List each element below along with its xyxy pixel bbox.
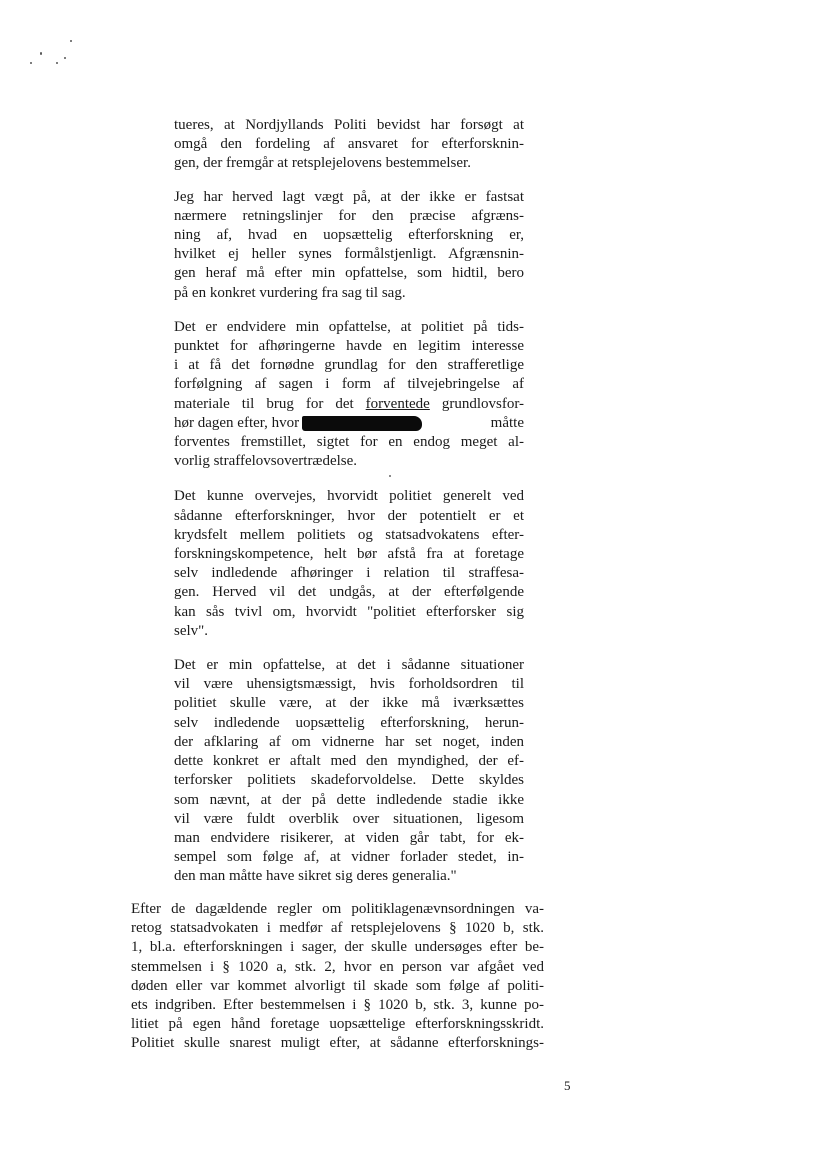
text-line: Jeg har herved lagt vægt på, at der ikke er fastsat [174,188,524,205]
text-line: Det er endvidere min opfattelse, at politiet på tids- [174,318,524,335]
text-line: hvilket ej heller synes formålstjenligt. Afgrænsnin- [174,246,524,263]
quote-paragraph-2 [174,188,524,303]
text-line: selv". [174,622,209,639]
text-segment: måtte [490,414,524,431]
text-line: forskningskompetence, helt bør afstå fra at foretage [174,546,524,563]
text-line: som nævnt, at der på dette indledende stadie ikke [174,791,524,808]
text-segment: materiale til brug for det [174,395,366,412]
text-segment: grundlovsfor- [429,395,525,412]
text-line: politiet skulle være, at der ikke må iværksættes [174,695,524,712]
text-line: punktet for afhøringerne havde en legitim interesse [174,338,524,355]
text-line: tueres, at Nordjyllands Politi bevidst har forsøgt at [174,117,524,133]
text-line: nærmere retningslinjer for den præcise afgræns- [174,207,524,224]
body-paragraph [131,900,544,1054]
text-line: vorlig straffelovsovertrædelse. [174,453,358,470]
quoted-statement [174,116,524,887]
quote-paragraph-4 [174,487,524,641]
text-line: 1, bl.a. efterforskningen i sager, der skulle undersøges efter be- [131,939,544,956]
underlined-word: forventede [365,395,430,412]
text-line: kan sås tvivl om, hvorvidt "politiet efterforsker sig [174,603,524,620]
page-number: 5 [564,1078,571,1093]
text-line: ning af, hvad en uopsættelig efterforskning er, [174,227,524,244]
scan-speck [389,475,391,477]
text-line: forventes fremstillet, sigtet for en endog meget al- [174,434,524,451]
text-line: sådanne efterforskninger, hvor der potentielt er et [174,507,524,524]
text-line: vil være fuldt overblik over situationen, ligesom [174,810,524,827]
text-line: selv indledende uopsættelig efterforskning, herun- [174,714,524,731]
text-line [174,395,524,414]
text-line: krydsfelt mellem politiets og statsadvokatens efter- [174,526,524,543]
text-line: Politiet skulle snarest muligt efter, at sådanne efterforsknings- [131,1035,544,1052]
text-line: vil være uhensigtsmæssigt, hvis forholdsordren til [174,676,524,693]
text-line: man endvidere risikerer, at viden går tabt, for ek- [174,829,524,846]
text-line: Det kunne overvejes, hvorvidt politiet generelt ved [174,488,524,505]
text-line: omgå den fordeling af ansvaret for efterforsknin- [174,136,524,153]
text-line: gen. Herved vil det undgås, at der efterfølgende [174,584,524,601]
text-line: dette konkret er aftalt med den myndighed, der ef- [174,753,524,770]
text-line: forfølgning af sagen i form af tilvejebringelse af [174,376,524,393]
text-line: terforsker politiets skadeforvoldelse. Dette skyldes [174,772,524,789]
text-line: ets indgriben. Efter bestemmelsen i § 1020 b, stk. 3, kunne po- [131,997,544,1014]
text-line: gen heraf må efter min opfattelse, som hidtil, bero [174,265,524,282]
text-line: sempel som følge af, at vidner forlader stedet, in- [174,849,524,866]
text-line: litiet på egen hånd foretage uopsættelige efterforskningsskridt. [131,1016,544,1033]
quote-paragraph-3 [174,318,524,472]
scan-specks [30,40,80,70]
quote-paragraph-5 [174,656,524,886]
text-line: Efter de dagældende regler om politiklagenævnsordningen va- [131,901,544,917]
text-line: på en konkret vurdering fra sag til sag. [174,284,406,301]
text-segment: hør dagen efter, hvor [174,414,300,431]
redaction-bar [302,416,422,431]
body-text [131,900,544,1054]
text-line: selv indledende afhøringer i relation til straffesa- [174,565,524,582]
text-line: der afklaring af om vidnerne har set noget, inden [174,733,524,750]
quote-paragraph-1 [174,116,524,174]
text-line: den man måtte have sikret sig deres generalia." [174,868,457,885]
text-line: retog statsadvokaten i medfør af retsplejelovens § 1020 b, stk. [131,920,544,937]
redacted-line [174,414,524,433]
text-line: i at få det fornødne grundlag for den strafferetlige [174,357,524,374]
text-line: Det er min opfattelse, at det i sådanne situationer [174,657,524,674]
text-line: stemmelsen i § 1020 a, stk. 2, hvor en person var afgået ved [131,958,544,975]
text-line: gen, der fremgår at retsplejelovens bestemmelser. [174,155,471,172]
text-line: døden eller var kommet alvorligt til skade som følge af politi- [131,977,544,994]
